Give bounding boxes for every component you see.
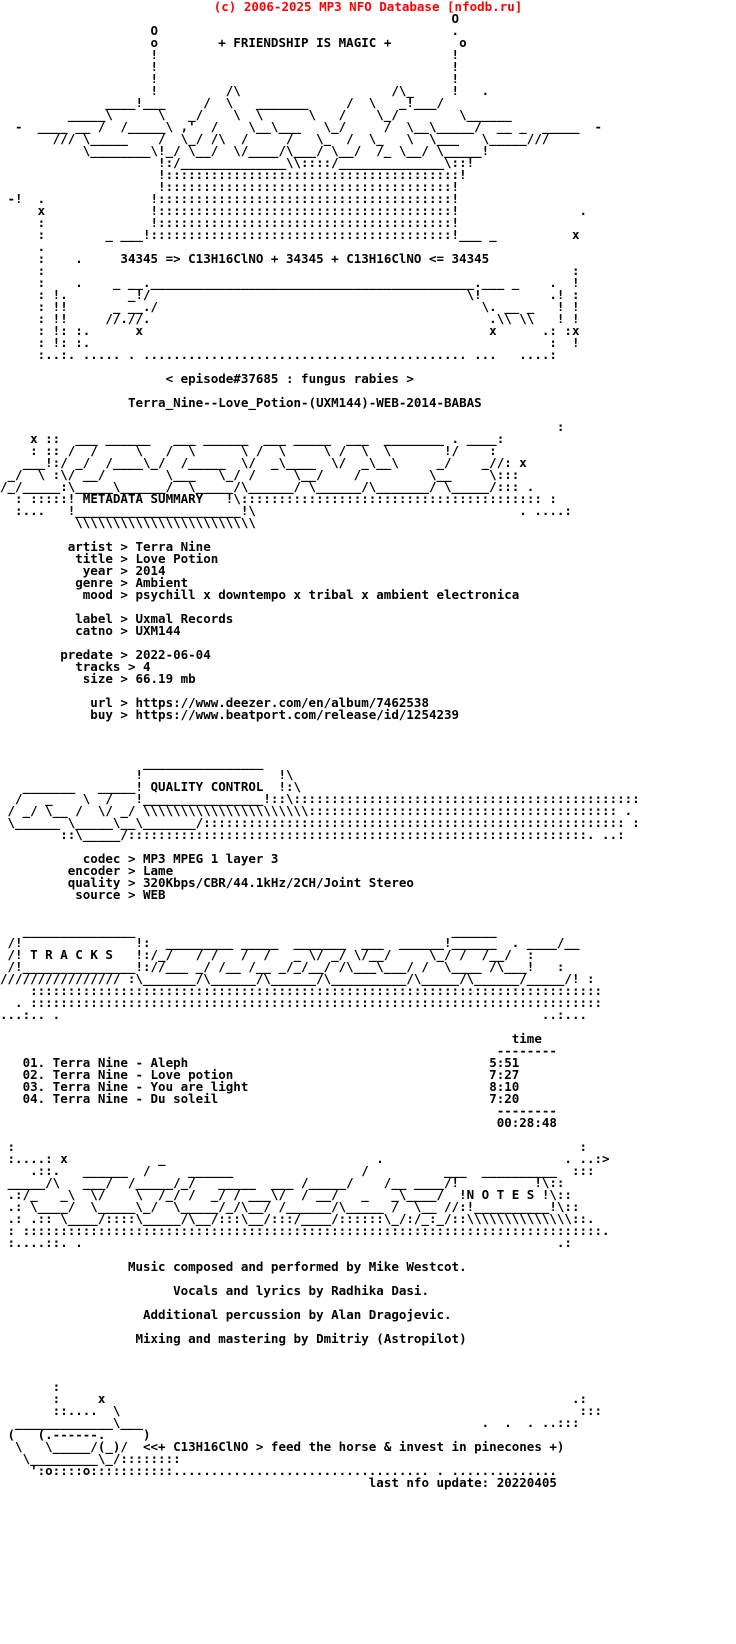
meta-catno: catno > UXM144	[67, 623, 181, 638]
track-1-time: 5:51	[489, 1055, 520, 1070]
track-3: 03. Terra Nine - You are light	[22, 1079, 249, 1094]
meta-predate: predate > 2022-06-04	[60, 647, 211, 662]
tracks-title: T R A C K S	[30, 947, 113, 962]
notes-line-1: Music composed and performed by Mike Westcot.	[127, 1259, 467, 1274]
episode-line: < episode#37685 : fungus rabies >	[165, 371, 414, 386]
track-3-time: 8:10	[489, 1079, 520, 1094]
notes-line-4: Mixing and mastering by Dmitriy (Astropilot)	[135, 1331, 467, 1346]
track-2: 02. Terra Nine - Love potion	[22, 1067, 234, 1082]
track-2-time: 7:27	[489, 1067, 520, 1082]
meta-label: label > Uxmal Records	[67, 611, 234, 626]
meta-mood: mood > psychill x downtempo x tribal x ambient electronica	[67, 587, 520, 602]
metadata-title: METADATA SUMMARY	[82, 491, 204, 506]
footer-update: last nfo update: 20220405	[368, 1475, 557, 1490]
quality-encoder: encoder > Lame	[67, 863, 174, 878]
meta-year: year > 2014	[67, 563, 166, 578]
meta-genre: genre > Ambient	[67, 575, 189, 590]
nfo-document: O O . o + FRIENDSHIP IS MAGIC + o ! ! ! ! ! ! ! /\ /\_ ! . ____!___ / \ _______ / \ _!___/ _____\ \ _/ \ \ \ / \_/ \______ - ____ __ / /_____\ ,' / \__\___ \_/ / \__\_____/ __ _ _____ - /// \_____ / \_/ /\ / / \_ / \_ \ \___ \_____/// \________\!_/ \__/ \/____/\___/ \__/ /_ \__/ \_____! !:/______________\\::::/______________\::! !:::::::::::::::::::::::::::::::::::::::! !::::::::::::::::::::::::::::::::::::::! -! . !:::::::::::::::::::::::::::::::::::::::! x !:::::::::::::::::::::::::::::::::::::::! . : !:::::::::::::::::::::::::::::::::::::::! : _ ___!::::::::::::::::::::::::::::::::::::::::!___ _ x . : . 34345 => C13H16ClNO + 34345 + C13H16ClNO <= 34345 : : : . _ __.___________________________________________.___ _ . ! : !. _!/ \! .! : : !! _ __./ \. __ _ ! ! : !! //.//. .\\ \\ ! ! : !: :. x x .: :x : !: :. : ! :..:. ..... . ........................................... ... ....: < episode#37685 : fungus rabies > Terra_Nine--Love_Potion-(UXM144)-WEB-2014-BABAS : x :: ___ ______ ___ ______ ___ _____ ___ ________ . ____: : :: / / \ / \ \ / \ \ / \ \ !/ : ___!:/ _/ /____\_/ /_____ \/ _\____ \/ _\__\ _/ _//: x _/ \ :\/ __/ \___ \_/ / \__/ / \__ \::: /_/_____:\_____\______/ \_____/\______/ \______/\_______/ \_____/::: . : :::::! METADATA SUMMARY !\:::::::::::::::::::::::::::::::::::::::: : :... !______________________!\ . ....: \\\\\\\\\\\\\\\\\\\\\\\\ artist > Terra Nine title > Love Potion year > 2014 genre > Ambient mood > psychill x downtempo x tribal x ambient electronica label > Uxmal Records catno > UXM144 predate > 2022-06-04 tracks > 4 size > 66.19 mb url > https://www.deezer.com/en/album/7462538 buy > https://www.beatport.com/release/id/1254239 ________________ ! !\ _______ _____! QUALITY CONTROL !:\ / _ \ / !________________!::\:::::::::::::::::::::::::::::::::::::::::::::: / _/ \__ / \/ _/ \\\\\\\\\\\\\\\\\\\\\\::::::::::::::::::::::::::::::::::::::::: . \______ \_____\__\_______/:::::::::::::::::::::::::::::::::::::::::::::::::::::::: : ::\_____/:::::::::::::::::::::::::::::::::::::::::::::::::::::::::::::. ..: codec > MP3 MPEG 1 layer 3 encoder > Lame quality > 320Kbps/CBR/44.1kHz/2CH/Joint Stereo source > WEB _______________ ______ /! !: _________ _____ _______ ___ ______!______ . ____/__ /! T R A C K S !:/_/ / / / / _ \/ _/ \/__/ \_/ / /__/ : /!_______________!://___ _/ /__ /__ _/_/__/ /\___\___/ / \____ /\___! : //////////////// :\_______/\______/\______/\__________/\_____/\______/_____/! : :::::::::::::::::::::::::::::::::::::::::::::::::::::::::::::::::::::::::::: . :::::::::::::::::::::::::::::::::::::::::::::::::::::::::::::::::::::::::::: ...:.. . ..:... time -------- 01. Terra Nine - Aleph 5:51 02. Terra Nine - Love potion 7:27 03. Terra Nine - You are light 8:10 04. Terra Nine - Du soleil 7:20 -------- 00:28:48 : : :....: x _ . . ..:> .::. ______ / ______ / ___ __________ ::: _____/\ ___/ /_____/_/ _____ ___ /_____/ /__ ____/! !\:: .:/_ _\ \/ \ /_/ / _/ / ___\/ / __/ _ _\____/ !N O T E S !\:: .: \____/ \_____\_/ \_____/_/\__/ /______/\_____ / \__ //:!__________!\:: .: .:: \____/::::\_____/\__/:::\__/:::/____/::::::\_/:/_:_/::\\\\\\\\\\\\\\::. : :::::::::::::::::::::::::::::::::::::::::::::::::::::::::::::::::::::::::::::. :....::. . .: Music composed and performed by Mike Westcot. Vocals and lyrics by Radhika Dasi. Additional percussion by Alan Dragojevic. Mixing and mastering by Dmitriy (Astropilot) : : x .: ::.... \ ::: _____________\___ . . . ..::: ( (.------. ) \ \_____/(_)/ <<+ C13H16ClNO > feed the horse & invest in pinecones +) \_________\_/:::::::: ':o::::o:::::::::::.................................. . .............. last nfo update: 20220405	[0, 11, 640, 1490]
quality-title: QUALITY CONTROL	[150, 779, 264, 794]
quality-source: source > WEB	[67, 887, 166, 902]
quality-quality: quality > 320Kbps/CBR/44.1kHz/2CH/Joint Stereo	[67, 875, 414, 890]
meta-tracks: tracks > 4	[67, 659, 151, 674]
notes-line-3: Additional percussion by Alan Dragojevic.	[143, 1307, 452, 1322]
notes-line-2: Vocals and lyrics by Radhika Dasi.	[173, 1283, 429, 1298]
meta-title: title > Love Potion	[67, 551, 219, 566]
tracks-total: 00:28:48	[496, 1115, 557, 1130]
meta-size: size > 66.19 mb	[67, 671, 196, 686]
track-4-time: 7:20	[489, 1091, 520, 1106]
track-4: 04. Terra Nine - Du soleil	[22, 1091, 219, 1106]
meta-url: url > https://www.deezer.com/en/album/7462538	[67, 695, 429, 710]
meta-artist: artist > Terra Nine	[67, 539, 211, 554]
formula-line: 34345 => C13H16ClNO + 34345 + C13H16ClNO <= 34345	[120, 251, 490, 266]
meta-buy: buy > https://www.beatport.com/release/id/1254239	[67, 707, 460, 722]
tracks-time-header: time	[511, 1031, 542, 1046]
release-name: Terra_Nine--Love_Potion-(UXM144)-WEB-2014-BABAS	[127, 395, 482, 410]
copyright-header: (c) 2006-2025 MP3 NFO Database [nfodb.ru]	[213, 0, 523, 14]
quality-codec: codec > MP3 MPEG 1 layer 3	[67, 851, 279, 866]
footer-motto: <<+ C13H16ClNO > feed the horse & invest in pinecones +)	[143, 1439, 565, 1454]
track-1: 01. Terra Nine - Aleph	[22, 1055, 189, 1070]
notes-title: N O T E S	[466, 1187, 535, 1202]
tagline: + FRIENDSHIP IS MAGIC +	[218, 35, 392, 50]
